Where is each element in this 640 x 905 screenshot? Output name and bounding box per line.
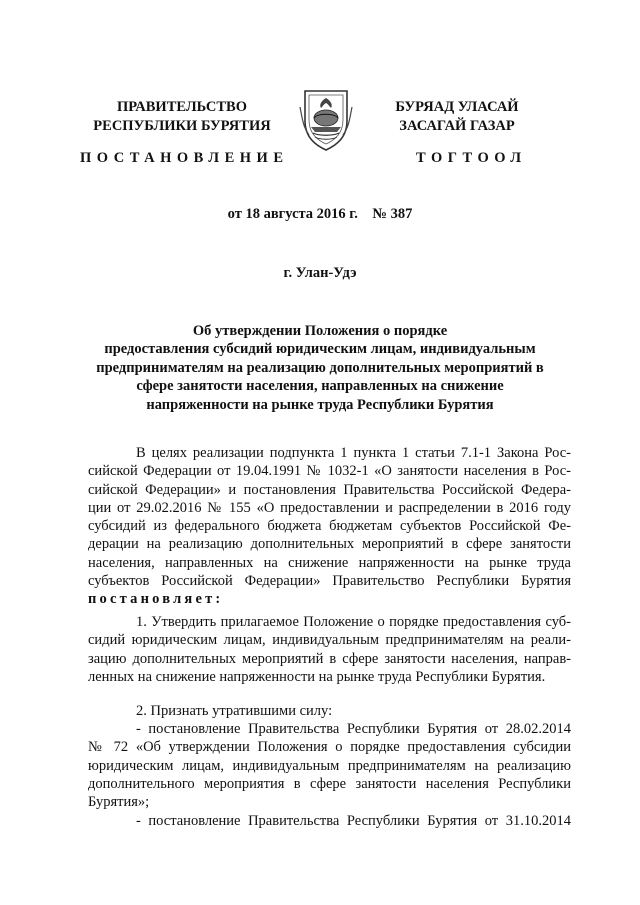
title-line: Об утверждении Положения о порядке bbox=[192, 323, 448, 339]
title-line: сфере занятости населения, направленных на снижение bbox=[136, 378, 504, 395]
text-line: сидий юридическим лицам, индивидуальным предпринимателям на реали- bbox=[88, 632, 571, 649]
text-line: - постановление Правительства Республики Бурятия от 28.02.2014 bbox=[136, 721, 571, 737]
text-line: дополнительного мероприятия в сфере занятости населения Республики bbox=[88, 775, 571, 792]
issuer-russian bbox=[92, 98, 272, 136]
preamble-paragraph bbox=[88, 444, 571, 609]
document-date-number: от 18 августа 2016 г. № 387 bbox=[227, 206, 413, 222]
text-line: субсидий из федерального бюджета бюджетам субъектов Российской Фе- bbox=[88, 518, 571, 535]
item-1-paragraph bbox=[88, 613, 571, 686]
text-line: В целях реализации подпункта 1 пункта 1 статьи 7.1-1 Закона Рос- bbox=[136, 445, 571, 461]
issuer-buryat bbox=[372, 98, 542, 136]
title-line: напряженности на рынке труда Республики Бурятия bbox=[146, 396, 494, 413]
text-line: субъектов Российской Федерации» Правительство Республики Бурятия bbox=[88, 573, 571, 590]
document-type-russian: ПОСТАНОВЛЕНИЕ bbox=[80, 150, 289, 166]
item-2b-paragraph bbox=[88, 812, 571, 830]
text-line: юридическим лицам, индивидуальным предпринимателям на реализацию bbox=[88, 757, 571, 774]
text-line: - постановление Правительства Республики Бурятия от 31.10.2014 bbox=[136, 813, 571, 829]
item-2-heading bbox=[88, 702, 571, 720]
text-line: 2. Признать утратившими силу: bbox=[136, 703, 333, 719]
text-line: дерации на реализацию дополнительных мероприятий в сфере занятости bbox=[88, 536, 571, 553]
title-line: предоставления субсидий юридическим лицам, индивидуальным bbox=[104, 341, 536, 358]
text-line: 1. Утвердить прилагаемое Положение о порядке предоставления суб- bbox=[136, 614, 571, 630]
text-line: ленных на снижение напряженности на рынке труда Республики Бурятия. bbox=[88, 668, 546, 685]
issuer-russian-line1: ПРАВИТЕЛЬСТВО bbox=[117, 99, 247, 115]
document-title bbox=[90, 322, 550, 414]
issuer-russian-line2: РЕСПУБЛИКИ БУРЯТИЯ bbox=[93, 118, 271, 134]
text-line: Бурятия»; bbox=[88, 794, 150, 811]
decree-word: постановляет: bbox=[88, 591, 224, 608]
issuer-buryat-line2: ЗАСАГАЙ ГАЗАР bbox=[399, 118, 515, 134]
text-line: ции от 29.02.2016 № 155 «О предоставлении и распределении в 2016 году bbox=[88, 499, 571, 516]
text-line: населения, направленных на снижение напряженности на рынке труда bbox=[88, 554, 571, 571]
document-city: г. Улан-Удэ bbox=[283, 265, 357, 281]
text-line: сийской Федерации от 19.04.1991 № 1032-1 «О занятости населения в Рос- bbox=[88, 463, 571, 480]
text-line: сийской Федерации» и постановления Правительства Российской Федера- bbox=[88, 481, 571, 498]
item-2a-paragraph bbox=[88, 720, 571, 811]
text-line: зацию дополнительных мероприятий в сфере занятости населения, направ- bbox=[88, 650, 571, 667]
title-line: предпринимателям на реализацию дополнительных мероприятий в bbox=[96, 359, 544, 376]
document-type-buryat: ТОГТООЛ bbox=[416, 150, 527, 166]
text-line: № 72 «Об утверждении Положения о порядке предоставления субсидии bbox=[88, 739, 571, 756]
issuer-buryat-line1: БУРЯАД УЛАСАЙ bbox=[395, 99, 519, 115]
coat-of-arms-icon bbox=[297, 87, 355, 153]
